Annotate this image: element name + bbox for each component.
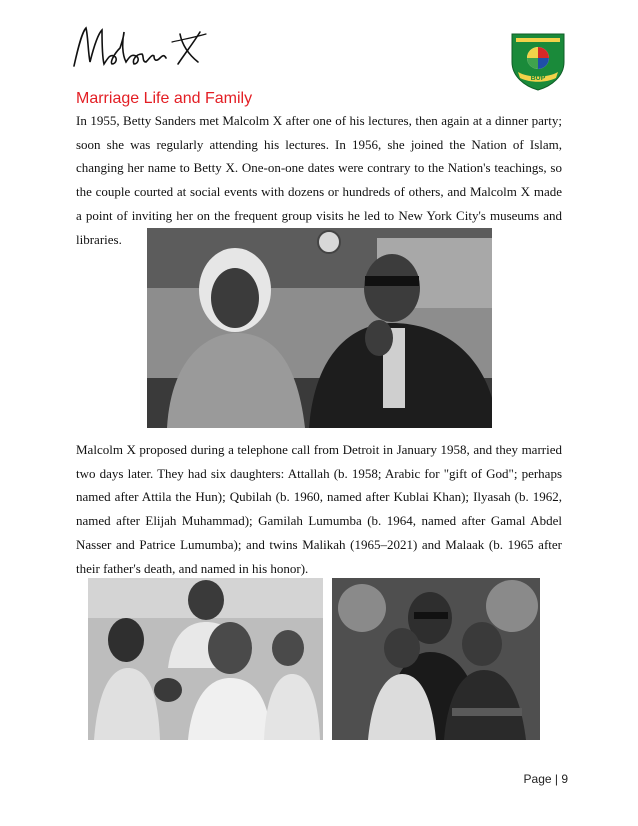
paragraph-marriage: Malcolm X proposed during a telephone call from Detroit in January 1958, and they married two days later. They had six daughters: Attallah (b. 1958; Arabic for "gift of God"; perhaps named after Attila the Hun); Qubilah (b. 1960, named after Kublai Khan); Ilyasah (b. 1962, named after Elijah Muhammad); Gamilah Lumumba (b. 1964, named after Gamal Abdel Nasser and Patrice Lumumba); and twins Malikah (1965–2021) and Malaak (b. 1965 after their father's death, and named in his honor). xyxy=(76,442,562,576)
university-crest-logo xyxy=(508,28,568,92)
couple-photo xyxy=(147,228,492,428)
section-heading: Marriage Life and Family xyxy=(76,90,253,107)
paragraph-courtship: In 1955, Betty Sanders met Malcolm X after one of his lectures, then again at a dinner party; soon she was regularly attending his lectures. In 1956, she joined the Nation of Islam, changing her name to Betty X. One-on-one dates were contrary to the Nation's teachings, so the couple courted at social events with dozens or hundreds of others, and Malcolm X made a point of inviting her on the frequent group visits he led to New York City's museums and libraries. xyxy=(76,113,562,247)
svg-text:BUP: BUP xyxy=(530,75,546,82)
family-photo-children xyxy=(88,578,323,740)
signature xyxy=(68,18,218,78)
family-photo-father xyxy=(332,578,540,740)
page-number: Page | 9 xyxy=(523,772,568,786)
